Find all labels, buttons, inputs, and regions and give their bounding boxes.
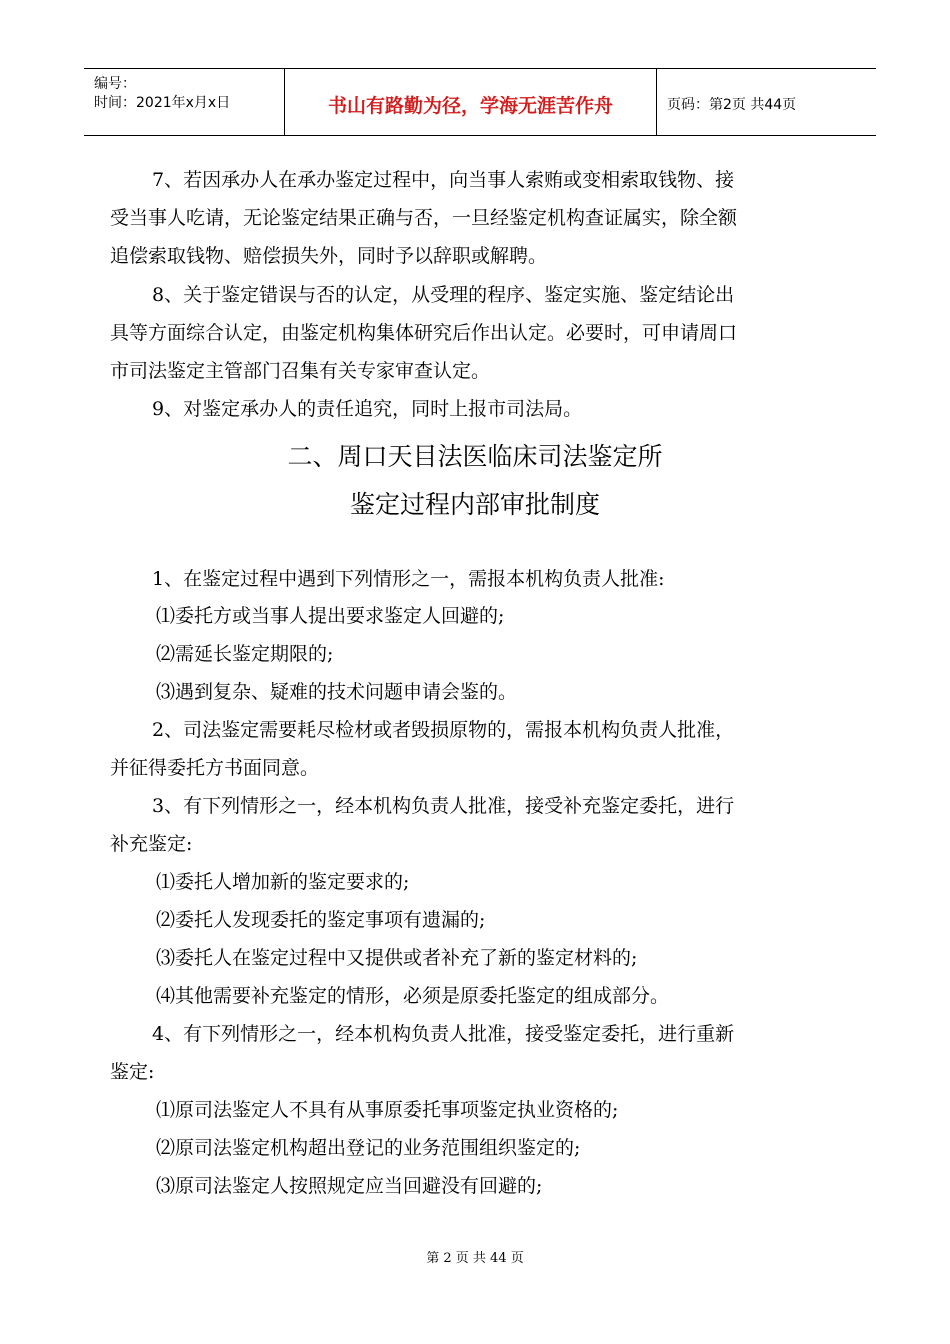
page-footer: 第 2 页 共 44 页 — [426, 1251, 524, 1266]
item-4-line-2: 鉴定: — [110, 1061, 155, 1083]
item-1: 1、在鉴定过程中遇到下列情形之一，需报本机构负责人批准: — [152, 568, 665, 590]
document-time-label: 时间：2021年x月x日 — [94, 95, 231, 111]
section-title-line-2: 鉴定过程内部审批制度 — [349, 490, 600, 519]
item-3-line-1: 3、有下列情形之一，经本机构负责人批准，接受补充鉴定委托，进行 — [152, 795, 735, 817]
item-2-line-2: 并征得委托方书面同意。 — [110, 757, 320, 779]
header-motto-cell — [285, 69, 657, 135]
item-4-sub-2: ⑵原司法鉴定机构超出登记的业务范围组织鉴定的; — [156, 1137, 581, 1159]
paragraph-7-line-2: 受当事人吃请，无论鉴定结果正确与否，一旦经鉴定机构查证属实，除全额 — [110, 207, 738, 229]
paragraph-8-line-2: 具等方面综合认定，由鉴定机构集体研究后作出认定。必要时，可申请周口 — [110, 322, 738, 344]
item-3-line-2: 补充鉴定: — [110, 833, 193, 855]
header-page-cell — [657, 69, 876, 135]
item-1-sub-3: ⑶遇到复杂、疑难的技术问题申请会鉴的。 — [156, 681, 518, 703]
document-header — [84, 68, 876, 136]
item-3-sub-2: ⑵委托人发现委托的鉴定事项有遗漏的; — [156, 909, 486, 931]
item-3-sub-1: ⑴委托人增加新的鉴定要求的; — [156, 871, 410, 893]
item-4-sub-1: ⑴原司法鉴定人不具有从事原委托事项鉴定执业资格的; — [156, 1099, 619, 1121]
header-page-number: 页码：第2页 共44页 — [667, 97, 797, 113]
item-2-line-1: 2、司法鉴定需要耗尽检材或者毁损原物的，需报本机构负责人批准， — [152, 719, 735, 741]
section-title-line-1: 二、周口天目法医临床司法鉴定所 — [287, 442, 663, 471]
item-4-line-1: 4、有下列情形之一，经本机构负责人批准，接受鉴定委托，进行重新 — [152, 1023, 735, 1045]
paragraph-7-line-3: 追偿索取钱物、赔偿损失外，同时予以辞职或解聘。 — [110, 245, 548, 267]
paragraph-9-line-1: 9、对鉴定承办人的责任追究，同时上报市司法局。 — [152, 398, 583, 420]
paragraph-8-line-3: 市司法鉴定主管部门召集有关专家审查认定。 — [110, 360, 491, 382]
item-1-sub-2: ⑵需延长鉴定期限的; — [156, 643, 334, 665]
item-3-sub-4: ⑷其他需要补充鉴定的情形，必须是原委托鉴定的组成部分。 — [156, 985, 670, 1007]
item-3-sub-3: ⑶委托人在鉴定过程中又提供或者补充了新的鉴定材料的; — [156, 947, 638, 969]
item-4-sub-3: ⑶原司法鉴定人按照规定应当回避没有回避的; — [156, 1175, 543, 1197]
document-number-label: 编号： — [94, 76, 136, 92]
header-motto: 书山有路勤为径，学海无涯苦作舟 — [327, 95, 613, 117]
paragraph-8-line-1: 8、关于鉴定错误与否的认定，从受理的程序、鉴定实施、鉴定结论出 — [152, 284, 735, 306]
paragraph-7-line-1: 7、若因承办人在承办鉴定过程中，向当事人索贿或变相索取钱物、接 — [152, 169, 735, 191]
item-1-sub-1: ⑴委托方或当事人提出要求鉴定人回避的; — [156, 605, 505, 627]
header-meta-cell — [84, 69, 285, 135]
